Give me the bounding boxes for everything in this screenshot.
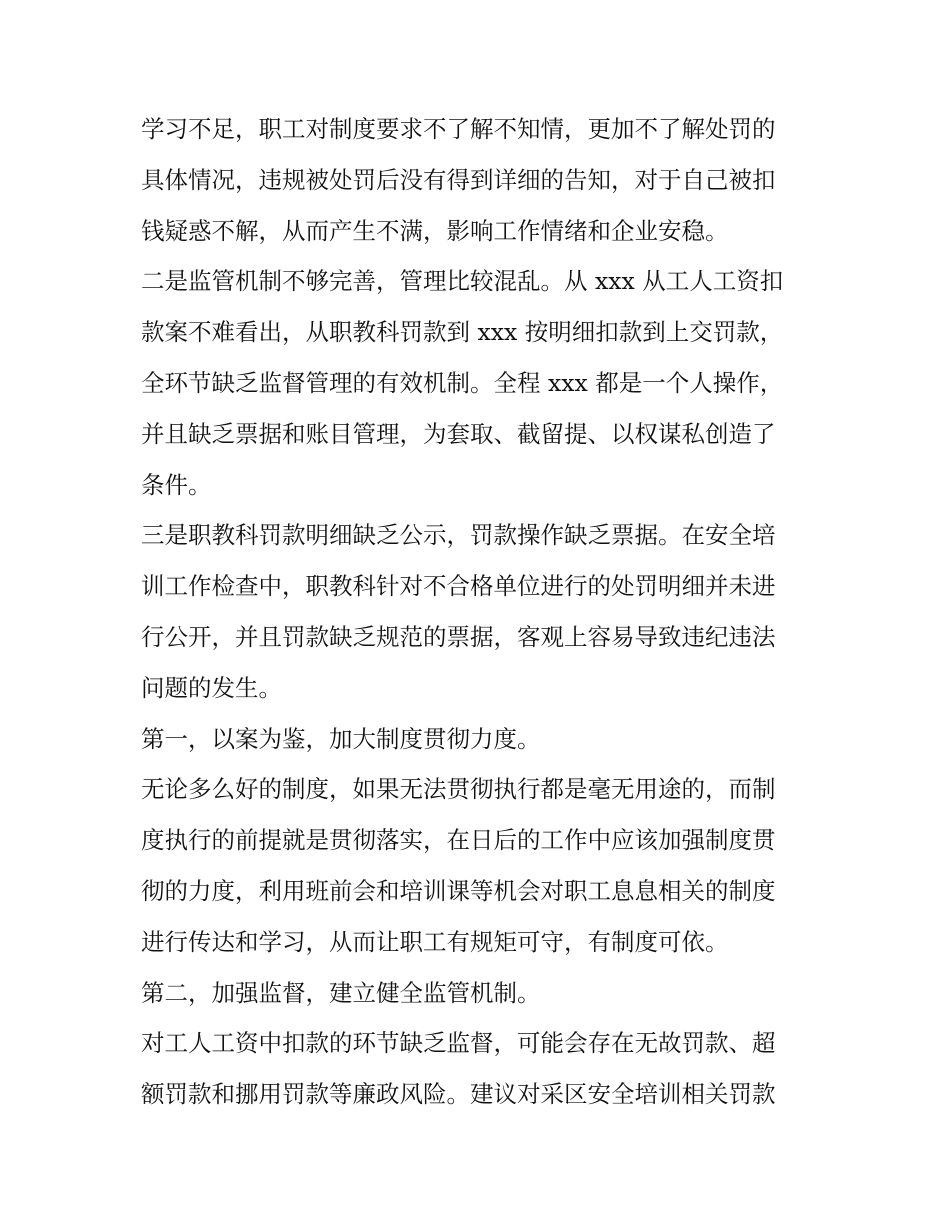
text-line: 行公开，并且罚款缺乏规范的票据，客观上容易导致违纪违法 bbox=[141, 622, 776, 651]
text-line: 额罚款和挪用罚款等廉政风险。建议对采区安全培训相关罚款 bbox=[141, 1080, 776, 1109]
text-line: 钱疑惑不解，从而产生不满，影响工作情绪和企业安稳。 bbox=[141, 216, 729, 245]
text-line: 二是监管机制不够完善，管理比较混乱。从 xxx 从工人工资扣 bbox=[141, 267, 784, 296]
paragraph-continuation bbox=[141, 104, 813, 256]
text-line: 款案不难看出，从职教科罚款到 xxx 按明细扣款到上交罚款， bbox=[141, 318, 784, 347]
text-line: 对工人工资中扣款的环节缺乏监督，可能会存在无故罚款、超 bbox=[141, 1029, 776, 1058]
text-line: 学习不足，职工对制度要求不了解不知情，更加不了解处罚的 bbox=[141, 115, 776, 143]
text-line: 第二，加强监督，建立健全监管机制。 bbox=[141, 978, 541, 1007]
heading-first bbox=[141, 714, 813, 765]
paragraph-second-body bbox=[141, 1018, 813, 1120]
document-body bbox=[141, 104, 813, 1120]
text-line: 条件。 bbox=[141, 470, 212, 499]
text-line: 具体情况，违规被处罚后没有得到详细的告知，对于自己被扣 bbox=[141, 165, 776, 194]
text-line: 并且缺乏票据和账目管理，为套取、截留提、以权谋私创造了 bbox=[141, 419, 776, 448]
text-line: 第一，以案为鉴，加大制度贯彻力度。 bbox=[141, 724, 541, 753]
text-line: 三是职教科罚款明细缺乏公示，罚款操作缺乏票据。在安全培 bbox=[141, 521, 776, 550]
paragraph-first-body bbox=[141, 764, 813, 967]
text-line: 彻的力度，利用班前会和培训课等机会对职工息息相关的制度 bbox=[141, 876, 776, 905]
text-line: 问题的发生。 bbox=[141, 673, 282, 702]
text-line: 训工作检查中，职教科针对不合格单位进行的处罚明细并未进 bbox=[141, 572, 776, 601]
text-line: 无论多么好的制度，如果无法贯彻执行都是毫无用途的，而制 bbox=[141, 775, 776, 804]
text-line: 度执行的前提就是贯彻落实，在日后的工作中应该加强制度贯 bbox=[141, 826, 776, 855]
text-line: 全环节缺乏监督管理的有效机制。全程 xxx 都是一个人操作， bbox=[141, 368, 784, 397]
text-line: 进行传达和学习，从而让职工有规矩可守，有制度可依。 bbox=[141, 927, 729, 956]
paragraph-point-three bbox=[141, 510, 813, 713]
heading-second bbox=[141, 968, 813, 1019]
paragraph-point-two bbox=[141, 256, 813, 510]
